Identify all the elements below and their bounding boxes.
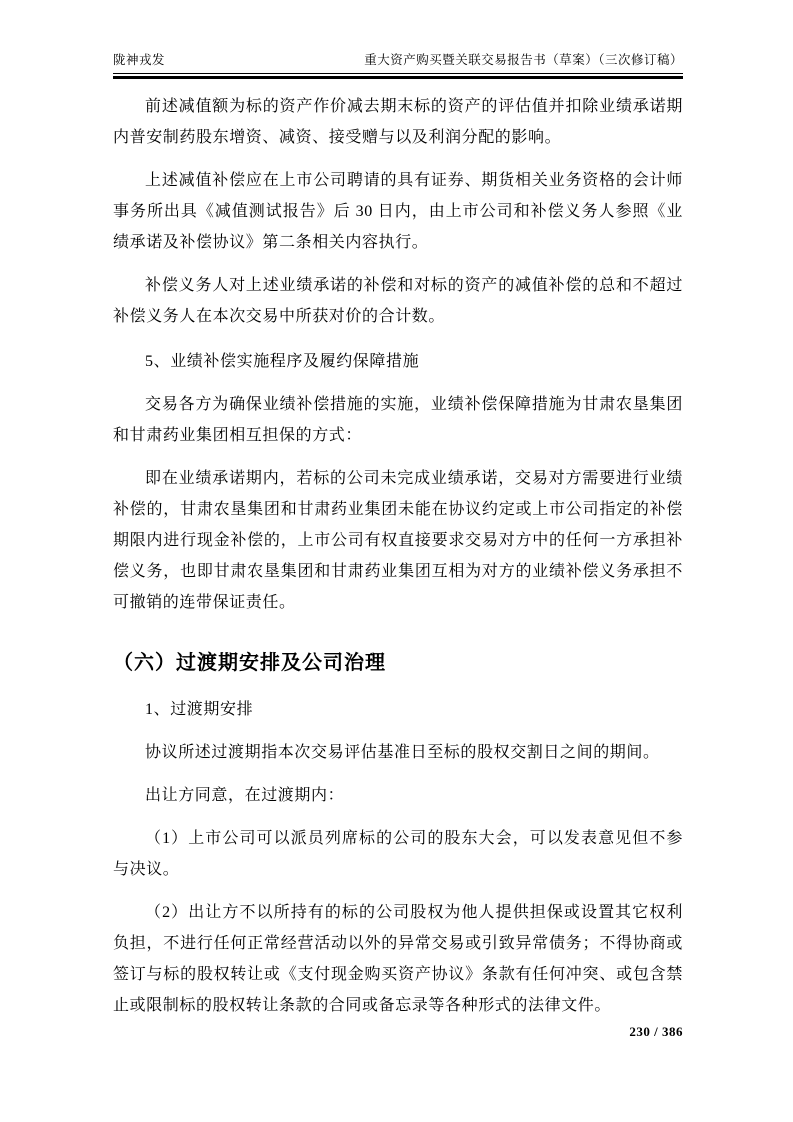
paragraph-impairment-amount: 前述减值额为标的资产作价减去期末标的资产的评估值并扣除业绩承诺期内普安制药股东增资、减资、接受赠与以及利润分配的影响。 bbox=[113, 97, 683, 146]
header-company-name: 陇神戎发 bbox=[113, 53, 166, 67]
paragraph-item-1: （1）上市公司可以派员列席标的公司的股东大会，可以发表意见但不参与决议。 bbox=[113, 829, 683, 878]
header-rule bbox=[113, 76, 683, 79]
document-body bbox=[113, 91, 683, 1021]
paragraph-joint-liability: 即在业绩承诺期内，若标的公司未完成业绩承诺，交易对方需要进行业绩补偿的，甘肃农垦集团和甘肃药业集团未能在协议约定或上市公司指定的补偿期限内进行现金补偿的，上市公司有权直接要求交易对方中的任何一方承担补偿义务，也即甘肃农垦集团和甘肃药业集团互相为对方的业绩补偿义务承担不可撤销的连带保证责任。 bbox=[113, 469, 683, 611]
heading-6-transition-period: （六）过渡期安排及公司治理 bbox=[113, 651, 386, 674]
paragraph-compensation-cap: 补偿义务人对上述业绩承诺的补偿和对标的资产的减值补偿的总和不超过补偿义务人在本次交易中所获对价的合计数。 bbox=[113, 276, 683, 325]
paragraph-transition-definition: 协议所述过渡期指本次交易评估基准日至标的股权交割日之间的期间。 bbox=[145, 743, 660, 761]
page-content bbox=[113, 50, 683, 1033]
heading-6-1-transition-arrangement: 1、过渡期安排 bbox=[145, 700, 254, 718]
page-number: 230 / 386 bbox=[629, 1024, 683, 1039]
paragraph-item-2: （2）出让方不以所持有的标的公司股权为他人提供担保或设置其它权利负担，不进行任何正常经营活动以外的异常交易或引致异常债务；不得协商或签订与标的股权转让或《支付现金购买资产协议》条款有任何冲突、或包含禁止或限制标的股权转让条款的合同或备忘录等各种形式的法律文件。 bbox=[113, 903, 683, 1014]
heading-5-performance-guarantee: 5、业绩补偿实施程序及履约保障措施 bbox=[145, 352, 420, 370]
header-report-title: 重大资产购买暨关联交易报告书（草案）（三次修订稿） bbox=[364, 53, 683, 67]
paragraph-impairment-compensation: 上述减值补偿应在上市公司聘请的具有证券、期货相关业务资格的会计师事务所出具《减值测试报告》后 30 日内，由上市公司和补偿义务人参照《业绩承诺及补偿协议》第二条相关内容执行。 bbox=[113, 171, 683, 251]
page-header bbox=[113, 50, 683, 74]
paragraph-transferor-agrees: 出让方同意，在过渡期内： bbox=[145, 786, 345, 804]
paragraph-guarantee-method: 交易各方为确保业绩补偿措施的实施，业绩补偿保障措施为甘肃农垦集团和甘肃药业集团相互担保的方式： bbox=[113, 395, 683, 444]
